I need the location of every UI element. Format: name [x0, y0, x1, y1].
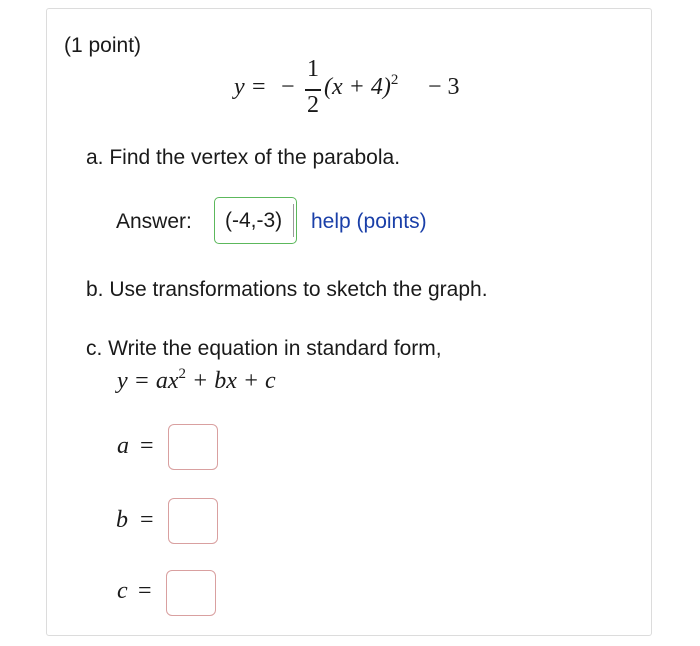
coef-b-label: b [116, 507, 128, 533]
equation-fraction [305, 56, 321, 122]
part-b-question: b. Use transformations to sketch the graph. [86, 278, 488, 301]
coef-b-input[interactable] [169, 499, 217, 543]
coef-c-label: c [117, 578, 128, 604]
coef-c-equals: = [138, 578, 152, 604]
answer-field-divider [293, 204, 294, 237]
part-c-question: c. Write the equation in standard form, [86, 337, 442, 360]
equation-body [324, 74, 398, 101]
coef-c-input[interactable] [167, 571, 215, 615]
fraction-denominator: 2 [307, 92, 319, 118]
equation-equals: = [252, 74, 266, 100]
part-a-question: a. Find the vertex of the parabola. [86, 146, 401, 169]
equation-lhs: y [234, 74, 245, 100]
coef-a-input[interactable] [169, 425, 217, 469]
standard-form-main: y = ax [117, 368, 179, 394]
coef-a-equals: = [140, 433, 154, 459]
help-points-link[interactable]: help (points) [311, 210, 427, 233]
points-label: (1 point) [64, 34, 142, 57]
standard-form-equation [117, 368, 276, 395]
standard-form-exponent: 2 [178, 366, 186, 382]
equation-exponent: 2 [390, 72, 399, 88]
equation-tail: − 3 [428, 74, 460, 100]
standard-form-tail: + bx + c [186, 368, 276, 394]
equation-minus: − [281, 74, 295, 100]
fraction-bar [305, 89, 321, 91]
coef-a-field[interactable] [168, 424, 218, 470]
answer-label: Answer: [116, 210, 192, 233]
vertex-answer-field[interactable] [214, 197, 297, 244]
coef-c-field[interactable] [166, 570, 216, 616]
coef-b-field[interactable] [168, 498, 218, 544]
fraction-numerator: 1 [307, 56, 319, 82]
coef-a-label: a [117, 433, 129, 459]
vertex-answer-input[interactable] [225, 208, 291, 234]
coef-b-equals: = [140, 507, 154, 533]
problem-card [46, 8, 652, 636]
equation-body-text: (x + 4) [324, 74, 391, 100]
